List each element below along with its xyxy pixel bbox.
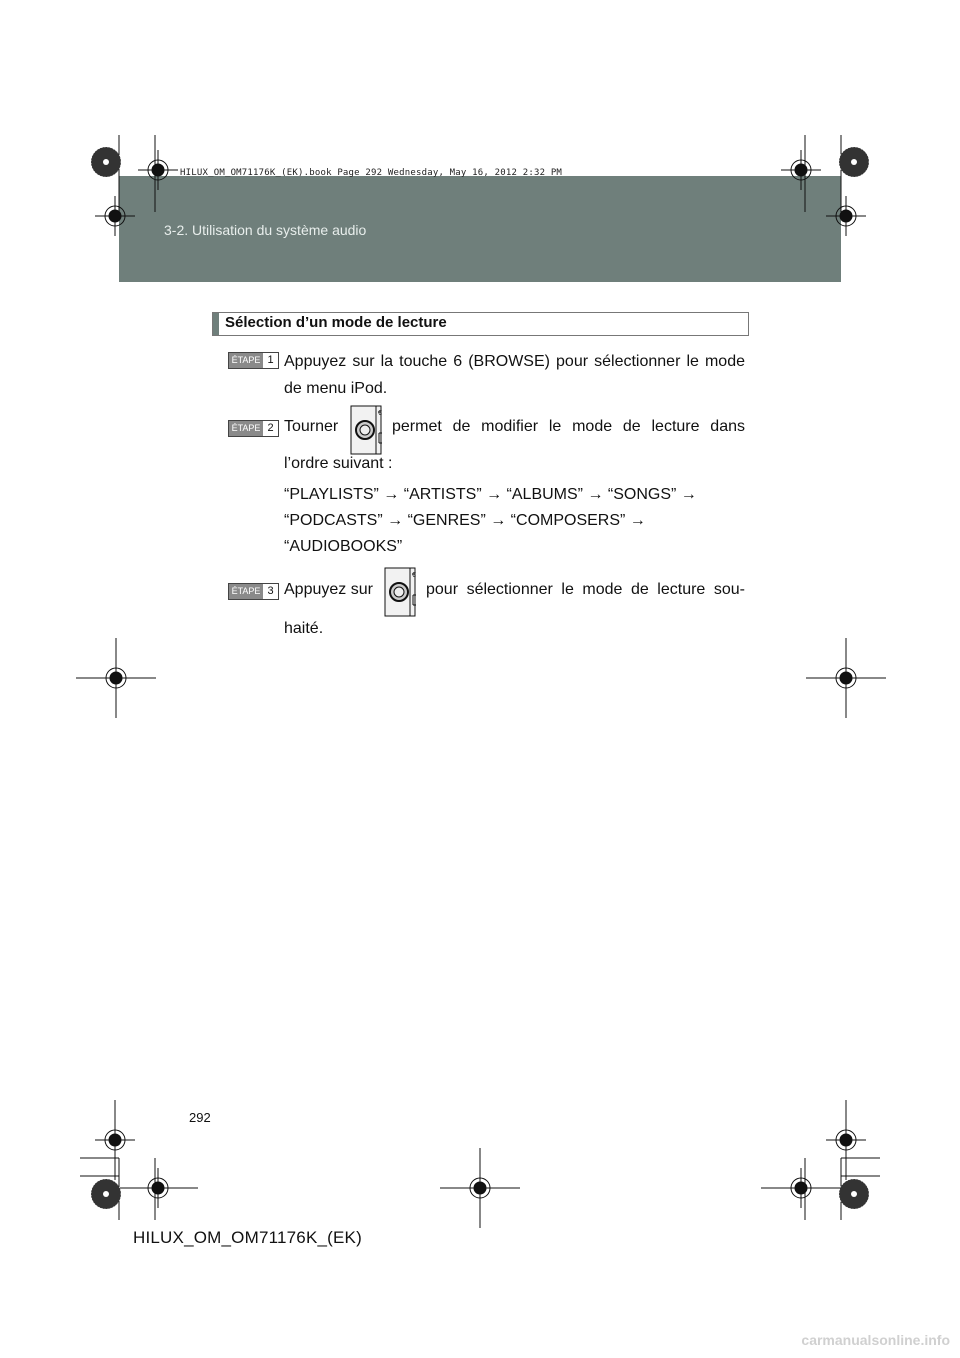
svg-text:€: € [378, 410, 382, 417]
mode-sequence-line: “PODCASTS” → “GENRES” → “COMPOSERS” → [284, 512, 646, 529]
tune-knob-icon [350, 405, 386, 455]
step-1-text: Appuyez sur la touche 6 (BROWSE) pour sélectionner le mode de menu iPod. [284, 353, 745, 397]
starburst-mark-icon [90, 1178, 122, 1210]
mode-sequence-line: “PLAYLISTS” → “ARTISTS” → “ALBUMS” → “SONGS” → [284, 486, 697, 503]
step-3-badge [228, 583, 279, 600]
crosshair-target-icon [118, 1168, 198, 1208]
step-number: 2 [267, 422, 274, 434]
step-3-text-start: Appuyez sur [284, 581, 373, 598]
crosshair-target-icon [826, 196, 866, 236]
tune-knob-icon [384, 567, 420, 617]
crosshair-target-icon [138, 150, 178, 190]
svg-text:€: € [412, 572, 416, 579]
step-label: ÉTAPE [229, 421, 263, 436]
crosshair-target-icon [440, 1148, 520, 1228]
starburst-mark-icon [90, 146, 122, 178]
step-2-text-end: permet de modifier le mode de lecture dans [392, 418, 745, 435]
starburst-mark-icon [838, 1178, 870, 1210]
step-2-badge [228, 420, 279, 437]
header-section-title: 3-2. Utilisation du système audio [164, 222, 367, 238]
step-3-text-line2: haité. [284, 620, 324, 637]
watermark: carmanualsonline.info [801, 1332, 950, 1348]
print-stamp: HILUX_OM_OM71176K_(EK).book Page 292 Wednesday, May 16, 2012 2:32 PM [180, 168, 563, 178]
step-number: 1 [267, 354, 274, 366]
crosshair-target-icon [761, 1168, 841, 1208]
crosshair-target-icon [76, 638, 156, 718]
step-1-badge [228, 352, 279, 369]
crosshair-target-icon [95, 196, 135, 236]
document-code: HILUX_OM_OM71176K_(EK) [133, 1228, 362, 1247]
step-3-text-end: pour sélectionner le mode de lecture sou- [426, 581, 745, 598]
mode-sequence-line: “AUDIOBOOKS” [284, 538, 403, 555]
step-label: ÉTAPE [229, 353, 263, 368]
page-number: 292 [189, 1110, 211, 1125]
crosshair-target-icon [806, 638, 886, 718]
crosshair-target-icon [781, 150, 821, 190]
step-number: 3 [267, 585, 274, 597]
starburst-mark-icon [838, 146, 870, 178]
step-2-text-line2: l’ordre suivant : [284, 455, 393, 472]
step-label: ÉTAPE [229, 584, 263, 599]
section-title: Sélection d’un mode de lecture [225, 314, 447, 331]
step-2-text-start: Tourner [284, 418, 339, 435]
